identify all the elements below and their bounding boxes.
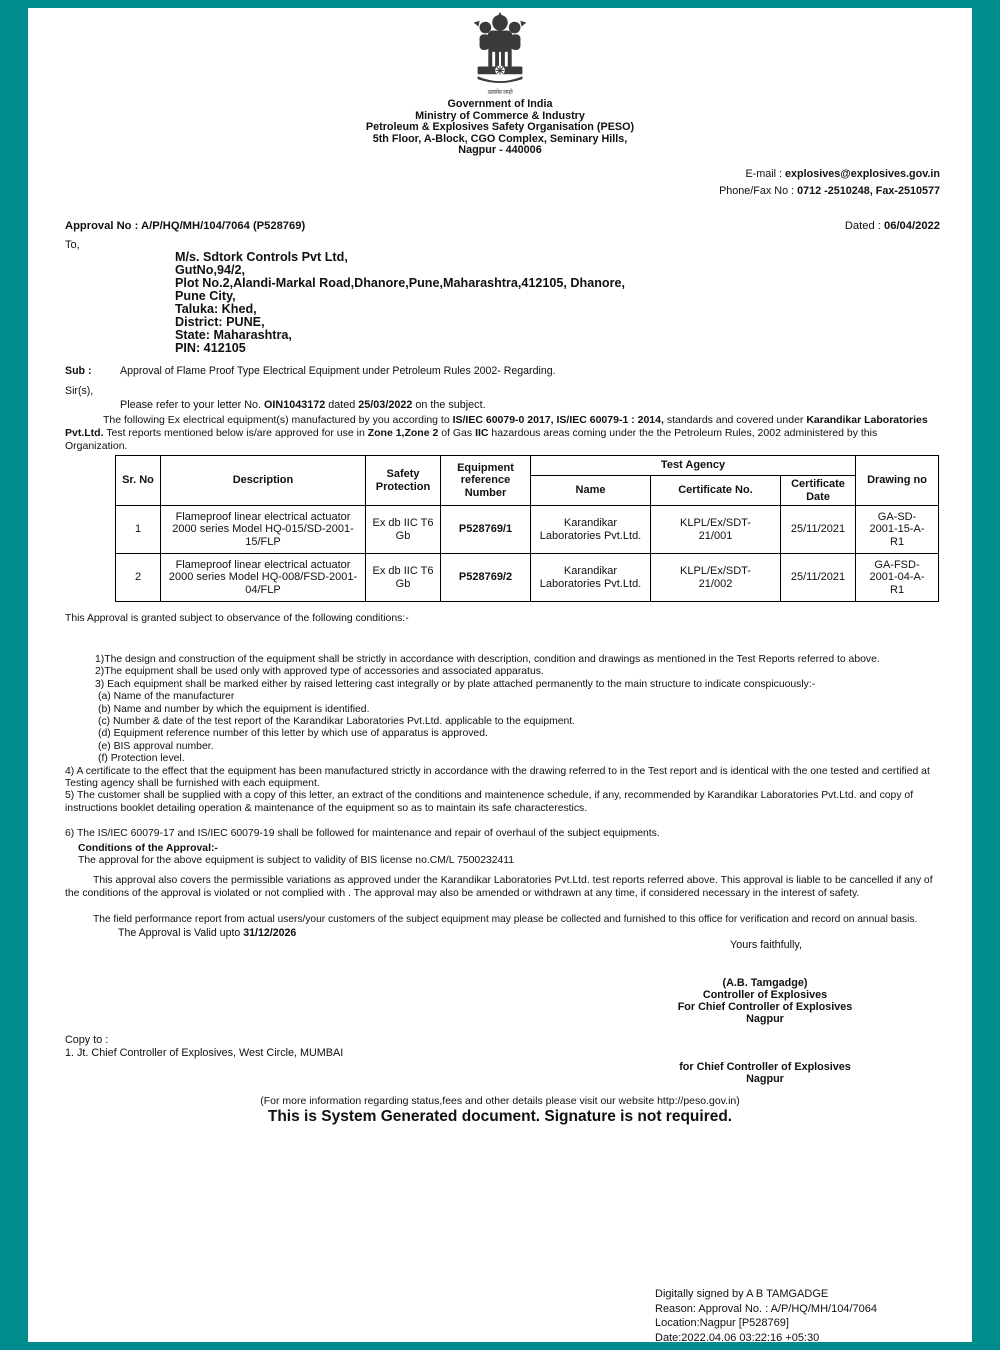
phone-line — [719, 183, 940, 200]
copy-to-label: Copy to : — [65, 1034, 109, 1046]
org-country: Government of India — [447, 98, 553, 110]
field-report-paragraph: The field performance report from actual users/your customers of the subject equipment may please be collected and furnished to this office for verification and record on annual basis. — [93, 914, 918, 925]
col-header-agency-name: Name — [531, 476, 651, 506]
ashoka-emblem-icon — [463, 11, 537, 85]
condition-item: 6) The IS/IEC 60079-17 and IS/IEC 60079-19 shall be followed for maintenance and repair of overhaul of the subject equipments. — [65, 827, 660, 839]
condition-item: 5) The customer shall be supplied with a copy of this letter, an extract of the conditions and maintenence schedule, if any, recommended by Karandikar Laboratories Pvt.Ltd. and copy of instructions booklet detailing operation & maintenance of the equipment so as to maintain its safe characterestics. — [65, 790, 914, 814]
contact-block — [719, 166, 940, 200]
standards: IS/IEC 60079-0 2017, IS/IEC 60079-1 : 2014, — [452, 414, 664, 426]
dated-label: Dated : — [844, 220, 884, 232]
granted-intro: This Approval is granted subject to observance of the following conditions:- — [65, 613, 409, 624]
table-row — [116, 554, 939, 602]
digital-signature-line: Digitally signed by A B TAMGADGE — [655, 1288, 829, 1300]
email-label: E-mail : — [745, 168, 786, 180]
cell-description: Flameproof linear electrical actuator 2000 series Model HQ-008/FSD-2001-04/FLP — [161, 554, 366, 602]
cell-equipment-ref: P528769/1 — [441, 506, 531, 554]
col-header-drawing: Drawing no — [856, 456, 939, 506]
refer-text: dated — [325, 399, 359, 411]
cell-agency: Karandikar Laboratories Pvt.Ltd. — [531, 554, 651, 602]
condition-item: 2)The equipment shall be used only with approved type of accessories and associated apparatus. — [95, 666, 544, 678]
letterhead — [28, 8, 972, 157]
addressee-line: Taluka: Khed, — [175, 302, 257, 316]
intro-text: hazardous areas coming under the the Petroleum Rules, 2002 administered by this Organization. — [65, 427, 878, 452]
letter-date: 25/03/2022 — [358, 399, 413, 411]
col-header-description: Description — [161, 456, 366, 506]
signatory-title: Controller of Explosives — [702, 989, 828, 1001]
table-header-row — [116, 456, 939, 476]
conditions-heading: Conditions of the Approval:- — [78, 843, 218, 854]
equipment-table — [115, 455, 939, 602]
emblem-wrap — [28, 8, 972, 96]
cell-agency: Karandikar Laboratories Pvt.Ltd. — [531, 506, 651, 554]
addressee-block — [175, 251, 625, 355]
digital-signature-line: Date:2022.04.06 03:22:16 +05:30 — [655, 1331, 820, 1344]
cell-description: Flameproof linear electrical actuator 2000 series Model HQ-015/SD-2001-15/FLP — [161, 506, 366, 554]
document-page — [28, 8, 972, 1342]
col-header-safety: Safety Protection — [366, 456, 441, 506]
phone-value: 0712 -2510248, Fax-2510577 — [797, 185, 940, 197]
cell-safety: Ex db IIC T6 Gb — [366, 554, 441, 602]
test-lab: Karandikar Laboratories Pvt.Ltd. — [65, 414, 928, 439]
addressee-line: District: PUNE, — [175, 315, 265, 329]
digital-signature-line: Reason: Approval No. : A/P/HQ/MH/104/7064 — [655, 1302, 877, 1315]
cert-no-text: KLPL/Ex/SDT-21/001 — [680, 517, 751, 542]
phone-label: Phone/Fax No : — [719, 185, 798, 197]
cell-cert-no — [651, 554, 781, 602]
cell-equipment-ref: P528769/2 — [441, 554, 531, 602]
org-city: Nagpur - 440006 — [458, 144, 542, 157]
drawing-no-text: GA-SD-2001-15-A-R1 — [869, 510, 925, 548]
signatory-block — [620, 977, 910, 1025]
org-name: Petroleum & Explosives Safety Organisation (PESO) — [365, 121, 635, 134]
subject-row — [65, 365, 556, 377]
cell-cert-no — [651, 506, 781, 554]
subject-label: Sub : — [65, 365, 92, 377]
intro-text: Test reports mentioned below is/are approved for use in — [103, 427, 368, 439]
email-value: explosives@explosives.gov.in — [785, 168, 940, 180]
variations-paragraph: This approval also covers the permissible variations as approved under the Karandikar Laboratories Pvt.Ltd. test reports referred above. This approval is liable to be cancelled if any of the conditions of the approval is violated or not complied with . The approval may also be amended or withdrawn at any time, if considered necessary in the interest of safety. — [65, 875, 933, 899]
condition-subitem: (f) Protection level. — [98, 753, 185, 765]
condition-subitem: (d) Equipment reference number of this letter by which use of apparatus is approved. — [98, 728, 488, 740]
validity-label: The Approval is Valid upto — [118, 926, 244, 939]
condition-item: 4) A certificate to the effect that the equipment has been manufactured strictly in accordance with the drawing referred to in the Test report and is identical with the one tested and certified at Testing agency shall be furnished with each equipment. — [65, 765, 930, 790]
drawing-no-text: GA-FSD-2001-04-A-R1 — [869, 558, 925, 596]
org-ministry: Ministry of Commerce & Industry — [415, 109, 585, 122]
for-chief-block — [620, 1061, 910, 1085]
dated-value: 06/04/2022 — [884, 220, 940, 232]
email-line — [719, 166, 940, 183]
cert-no-text: KLPL/Ex/SDT-21/002 — [680, 565, 751, 590]
validity-line — [118, 927, 941, 940]
refer-text: on the subject. — [412, 399, 486, 411]
cell-srno: 2 — [116, 554, 161, 602]
condition-item: 3) Each equipment shall be marked either by raised lettering cast integrally or by plate attached permanently to the main structure to indicate conspicuously:- — [95, 678, 816, 690]
conditions-list — [65, 654, 938, 840]
table-row — [116, 506, 939, 554]
system-generated-note: This is System Generated document. Signature is not required. — [267, 1108, 733, 1125]
validity-date: 31/12/2026 — [243, 926, 297, 939]
cell-cert-date: 25/11/2021 — [781, 554, 856, 602]
intro-text: standards and covered under — [663, 414, 807, 426]
digital-signature-line: Location:Nagpur [P528769] — [655, 1317, 789, 1329]
cell-safety: Ex db IIC T6 Gb — [366, 506, 441, 554]
refer-line — [120, 399, 486, 411]
condition-item: 1)The design and construction of the equipment shall be strictly in accordance with description, condition and drawings as mentioned in the Test Reports referred to above. — [95, 654, 880, 665]
zones: Zone 1,Zone 2 — [367, 427, 439, 439]
col-header-cert-no: Certificate No. — [651, 476, 781, 506]
copy-to-block — [65, 1034, 343, 1060]
cell-cert-date: 25/11/2021 — [781, 506, 856, 554]
signatory-city: Nagpur — [746, 1013, 784, 1025]
subject-text: Approval of Flame Proof Type Electrical Equipment under Petroleum Rules 2002- Regarding. — [120, 365, 556, 377]
letterhead-lines — [28, 99, 972, 157]
cell-srno: 1 — [116, 506, 161, 554]
org-address: 5th Floor, A-Block, CGO Complex, Seminary Hills, — [372, 132, 628, 145]
condition-subitem: (b) Name and number by which the equipment is identified. — [98, 703, 370, 715]
dated-line — [845, 220, 940, 232]
gas-group: IIC — [475, 427, 489, 439]
cell-drawing — [856, 506, 939, 554]
letter-number: OIN1043172 — [264, 399, 326, 411]
addressee-line: GutNo,94/2, — [175, 263, 245, 277]
to-salutation: To, — [65, 239, 80, 251]
approval-number: Approval No : A/P/HQ/MH/104/7064 (P528769) — [65, 220, 306, 232]
website-info-line: (For more information regarding status,fees and other details please visit our website http://peso.gov.in) — [260, 1095, 740, 1107]
signatory-for: For Chief Controller of Explosives — [677, 1001, 853, 1013]
for-chief-city: Nagpur — [746, 1073, 784, 1085]
addressee-line: Plot No.2,Alandi-Markal Road,Dhanore,Pune,Maharashtra,412105, Dhanore, — [175, 276, 625, 290]
copy-to-item: 1. Jt. Chief Controller of Explosives, West Circle, MUMBAI — [65, 1047, 344, 1059]
col-header-test-agency: Test Agency — [531, 456, 856, 476]
intro-text: The following Ex electrical equipment(s) manufactured by you according to — [103, 414, 453, 426]
addressee-line: PIN: 412105 — [175, 341, 246, 355]
signatory-name: (A.B. Tamgadge) — [722, 977, 808, 989]
addressee-line: M/s. Sdtork Controls Pvt Ltd, — [175, 250, 348, 264]
condition-subitem: (a) Name of the manufacturer — [98, 691, 235, 703]
addressee-line: State: Maharashtra, — [175, 328, 292, 342]
condition-subitem: (e) BIS approval number. — [98, 740, 214, 752]
field-report-block — [65, 914, 941, 939]
refer-text: Please refer to your letter No. — [120, 399, 265, 411]
reference-row — [65, 220, 940, 232]
intro-text: of Gas — [438, 427, 476, 439]
emblem-motto: सत्यमेव जयते — [487, 90, 513, 96]
col-header-equipment-ref: Equipment reference Number — [441, 456, 531, 506]
intro-paragraph — [65, 414, 941, 453]
digital-signature-block — [655, 1287, 877, 1345]
for-chief-line: for Chief Controller of Explosives — [679, 1061, 851, 1073]
salutation: Sir(s), — [65, 385, 94, 397]
col-header-srno: Sr. No — [116, 456, 161, 506]
addressee-line: Pune City, — [175, 289, 236, 303]
cell-drawing — [856, 554, 939, 602]
condition-subitem: (c) Number & date of the test report of the Karandikar Laboratories Pvt.Ltd. applicable to the equipment. — [98, 716, 576, 728]
bis-license-line: The approval for the above equipment is subject to validity of BIS license no.CM/L 7500232411 — [78, 855, 515, 866]
closing-salutation: Yours faithfully, — [730, 939, 803, 951]
col-header-cert-date: Certificate Date — [781, 476, 856, 506]
